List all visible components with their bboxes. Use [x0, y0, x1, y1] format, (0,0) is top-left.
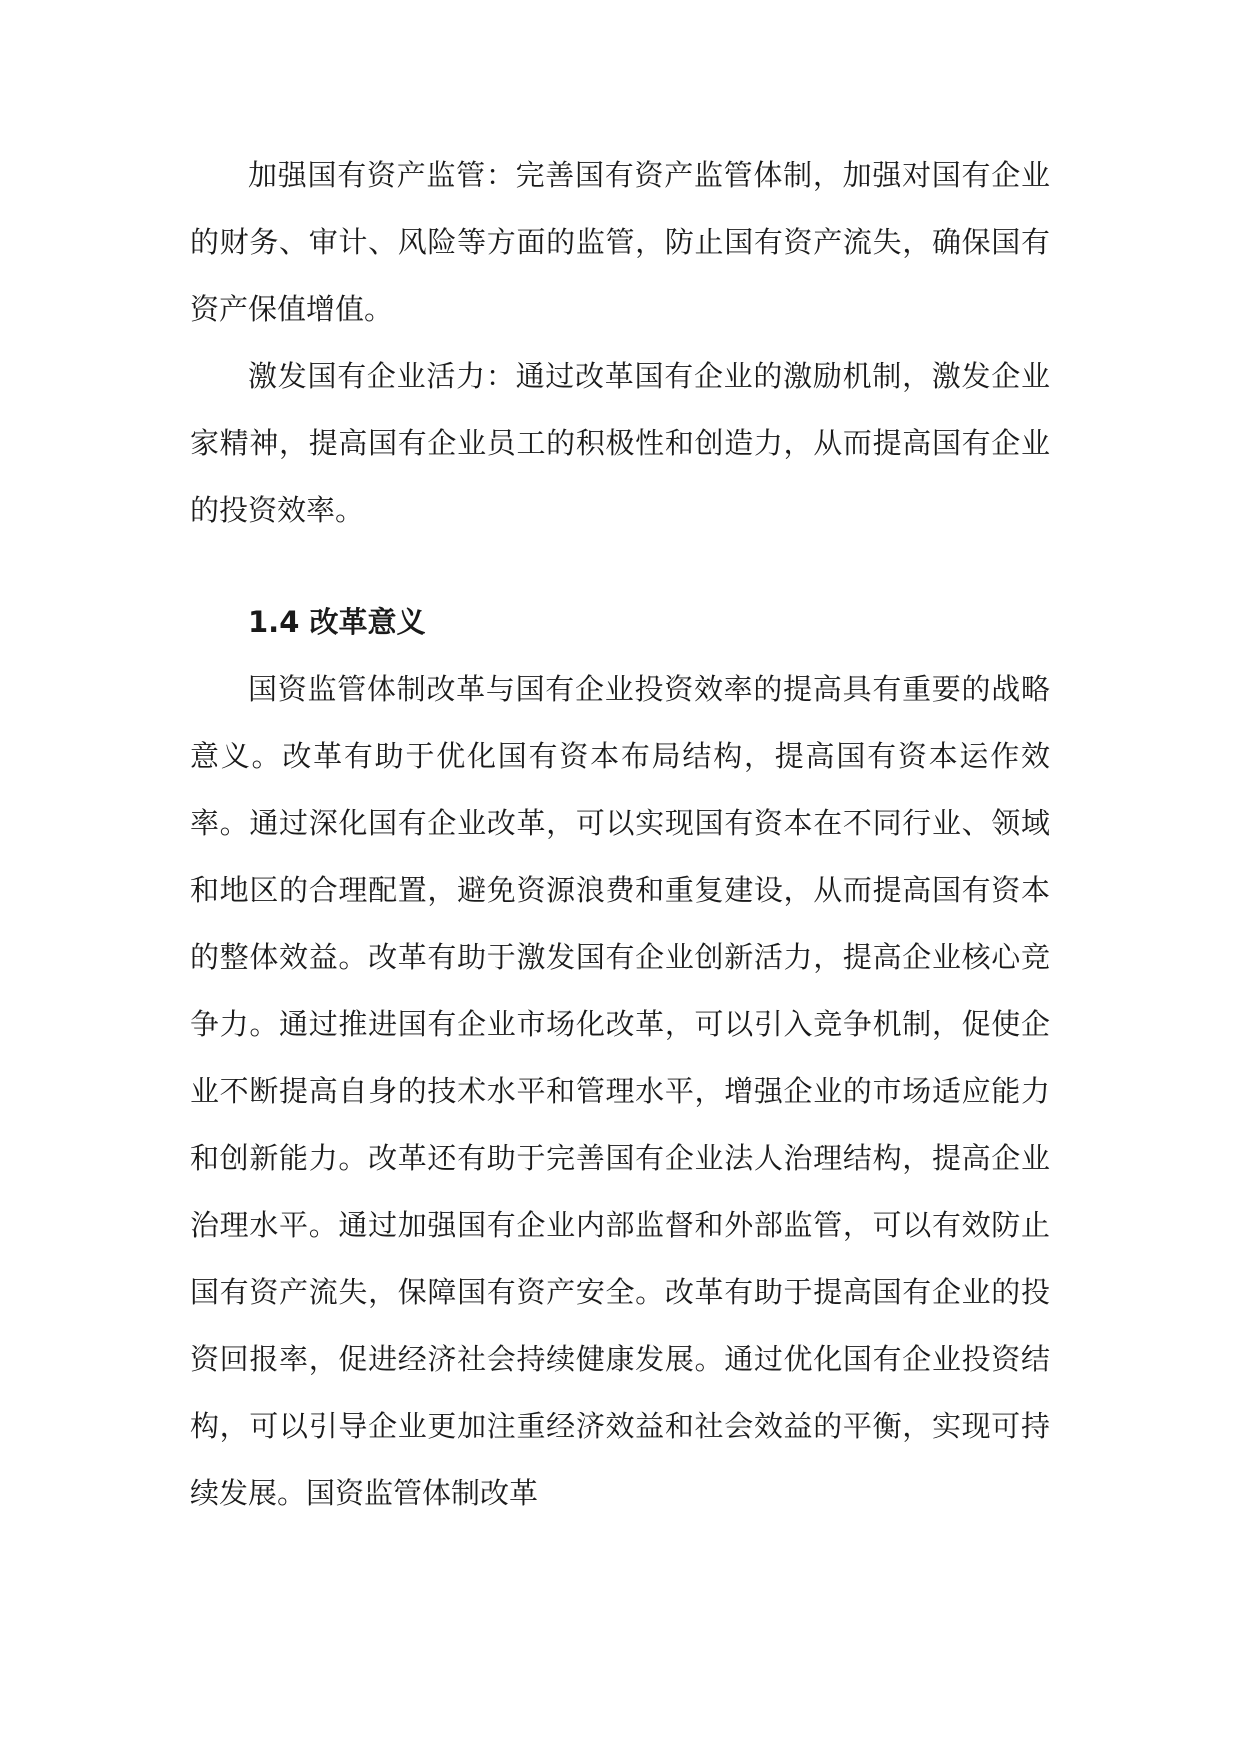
section-heading: 1.4 改革意义: [248, 605, 426, 639]
paragraph-reform-significance: 国资监管体制改革与国有企业投资效率的提高具有重要的战略意义。改革有助于优化国有资本布局结构，提高国有资本运作效率。通过深化国有企业改革，可以实现国有资本在不同行业、领域和地区的合理配置，避免资源浪费和重复建设，从而提高国有资本的整体效益。改革有助于激发国有企业创新活力，提高企业核心竞争力。通过推进国有企业市场化改革，可以引入竞争机制，促使企业不断提高自身的技术水平和管理水平，增强企业的市场适应能力和创新能力。改革还有助于完善国有企业法人治理结构，提高企业治理水平。通过加强国有企业内部监督和外部监管，可以有效防止国有资产流失，保障国有资产安全。改革有助于提高国有企业的投资回报率，促进经济社会持续健康发展。通过优化国有企业投资结构，可以引导企业更加注重经济效益和社会效益的平衡，实现可持续发展。国资监管体制改革: [190, 672, 1050, 1510]
page-body: [190, 142, 1050, 1527]
paragraph-asset-supervision: 加强国有资产监管：完善国有资产监管体制，加强对国有企业的财务、审计、风险等方面的监管，防止国有资产流失，确保国有资产保值增值。: [190, 158, 1050, 326]
paragraph-enterprise-vitality: 激发国有企业活力：通过改革国有企业的激励机制，激发企业家精神，提高国有企业员工的积极性和创造力，从而提高国有企业的投资效率。: [190, 359, 1050, 527]
